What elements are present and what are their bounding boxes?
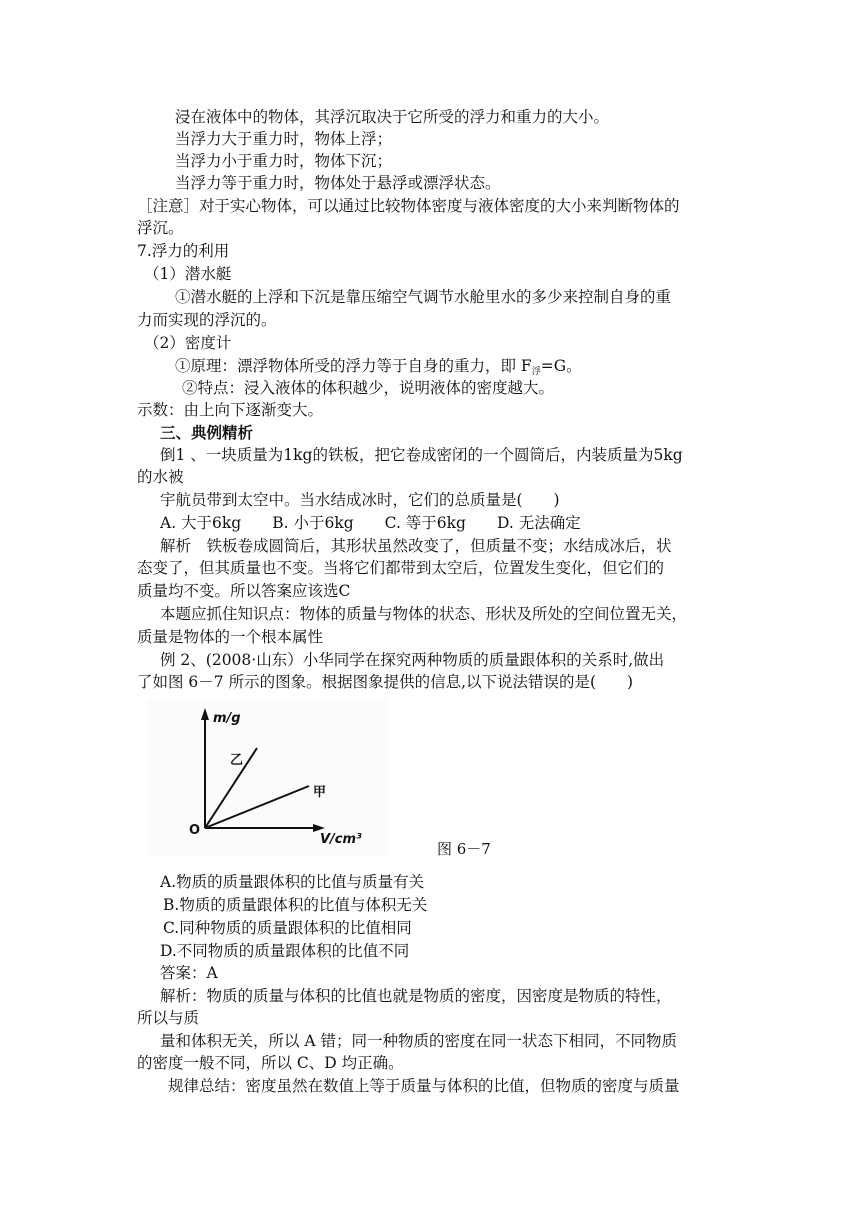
text-line: 量和体积无关，所以 A 错；同一种物质的密度在同一状态下相同，不同物质 bbox=[160, 1032, 678, 1050]
answer-line: 答案：A bbox=[160, 964, 218, 982]
y-axis-arrow bbox=[201, 708, 209, 720]
formula-text: ①原理：漂浮物体所受的浮力等于自身的重力，即 F bbox=[175, 357, 532, 375]
figure-caption: 图 6－7 bbox=[437, 840, 491, 858]
text-line: 例 2、(2008·山东）小华同学在探究两种物质的质量跟体积的关系时,做出 bbox=[160, 651, 665, 669]
text-line: ［注意］对于实心物体，可以通过比较物体密度与液体密度的大小来判断物体的 bbox=[137, 197, 680, 215]
section-heading: 7.浮力的利用 bbox=[137, 242, 230, 260]
section-heading: 三、典例精析 bbox=[160, 424, 254, 442]
text-line: 规律总结：密度虽然在数值上等于质量与体积的比值，但物质的密度与质量 bbox=[168, 1077, 680, 1095]
x-axis-label: V/cm³ bbox=[320, 832, 362, 847]
text-line: 倒1 、一块质量为1kg的铁板，把它卷成密闭的一个圆筒后，内装质量为5kg bbox=[160, 446, 683, 464]
option-b: B.物质的质量跟体积的比值与体积无关 bbox=[163, 896, 428, 914]
text-line: 了如图 6－7 所示的图象。根据图象提供的信息,以下说法错误的是( ) bbox=[137, 673, 634, 691]
line-jia bbox=[205, 786, 309, 828]
text-line: 解析 铁板卷成圆筒后，其形状虽然改变了，但质量不变；水结成冰后，状 bbox=[160, 537, 672, 555]
text-line: 当浮力大于重力时，物体上浮； bbox=[175, 130, 393, 148]
text-line: 的水被 bbox=[137, 468, 184, 486]
x-axis-arrow bbox=[313, 824, 325, 832]
text-line: 浮沉。 bbox=[137, 219, 184, 237]
text-line: 质量均不变。所以答案应该选C bbox=[137, 582, 351, 600]
subsection-heading: （1）潜水艇 bbox=[144, 265, 232, 283]
y-axis-label: m/g bbox=[213, 711, 241, 726]
text-line: 解析：物质的质量与体积的比值也就是物质的密度，因密度是物质的特性， bbox=[160, 987, 672, 1005]
line-label-yi: 乙 bbox=[230, 753, 244, 768]
text-line: ②特点：浸入液体的体积越少，说明液体的密度越大。 bbox=[182, 379, 555, 397]
subsection-heading: （2）密度计 bbox=[144, 334, 232, 352]
option-d: D.不同物质的质量跟体积的比值不同 bbox=[160, 942, 410, 960]
graph-svg bbox=[147, 700, 387, 855]
text-line: 所以与质 bbox=[137, 1009, 200, 1027]
text-line: 当浮力等于重力时，物体处于悬浮或漂浮状态。 bbox=[175, 174, 501, 192]
option-a: A.物质的质量跟体积的比值与质量有关 bbox=[160, 873, 425, 891]
option-c: C.同种物质的质量跟体积的比值相同 bbox=[163, 919, 412, 937]
text-line: 浸在液体中的物体，其浮沉取决于它所受的浮力和重力的大小。 bbox=[175, 108, 610, 126]
options-line: A. 大于6kg B. 小于6kg C. 等于6kg D. 无法确定 bbox=[160, 514, 581, 532]
text-line: 力而实现的浮沉的。 bbox=[137, 311, 277, 329]
text-line: ①潜水艇的上浮和下沉是靠压缩空气调节水舱里水的多少来控制自身的重 bbox=[175, 288, 672, 306]
text-line: 的密度一般不同，所以 C、D 均正确。 bbox=[137, 1054, 404, 1072]
text-line: 当浮力小于重力时，物体下沉； bbox=[175, 152, 393, 170]
text-line: 态变了，但其质量也不变。当将它们都带到太空后，位置发生变化，但它们的 bbox=[137, 559, 665, 577]
text-line: 质量是物体的一个根本属性 bbox=[137, 628, 324, 646]
formula-tail: =G。 bbox=[540, 357, 582, 375]
line-label-jia: 甲 bbox=[313, 785, 327, 800]
text-line: 宇航员带到太空中。当水结成冰时，它们的总质量是( ) bbox=[160, 491, 560, 509]
text-line: 示数：由上向下逐渐变大。 bbox=[137, 401, 324, 419]
origin-label: O bbox=[189, 823, 201, 838]
text-line: 本题应抓住知识点：物体的质量与物体的状态、形状及所处的空间位置无关， bbox=[160, 605, 688, 623]
figure-graph bbox=[147, 700, 387, 855]
formula-subscript: 浮 bbox=[531, 367, 541, 377]
